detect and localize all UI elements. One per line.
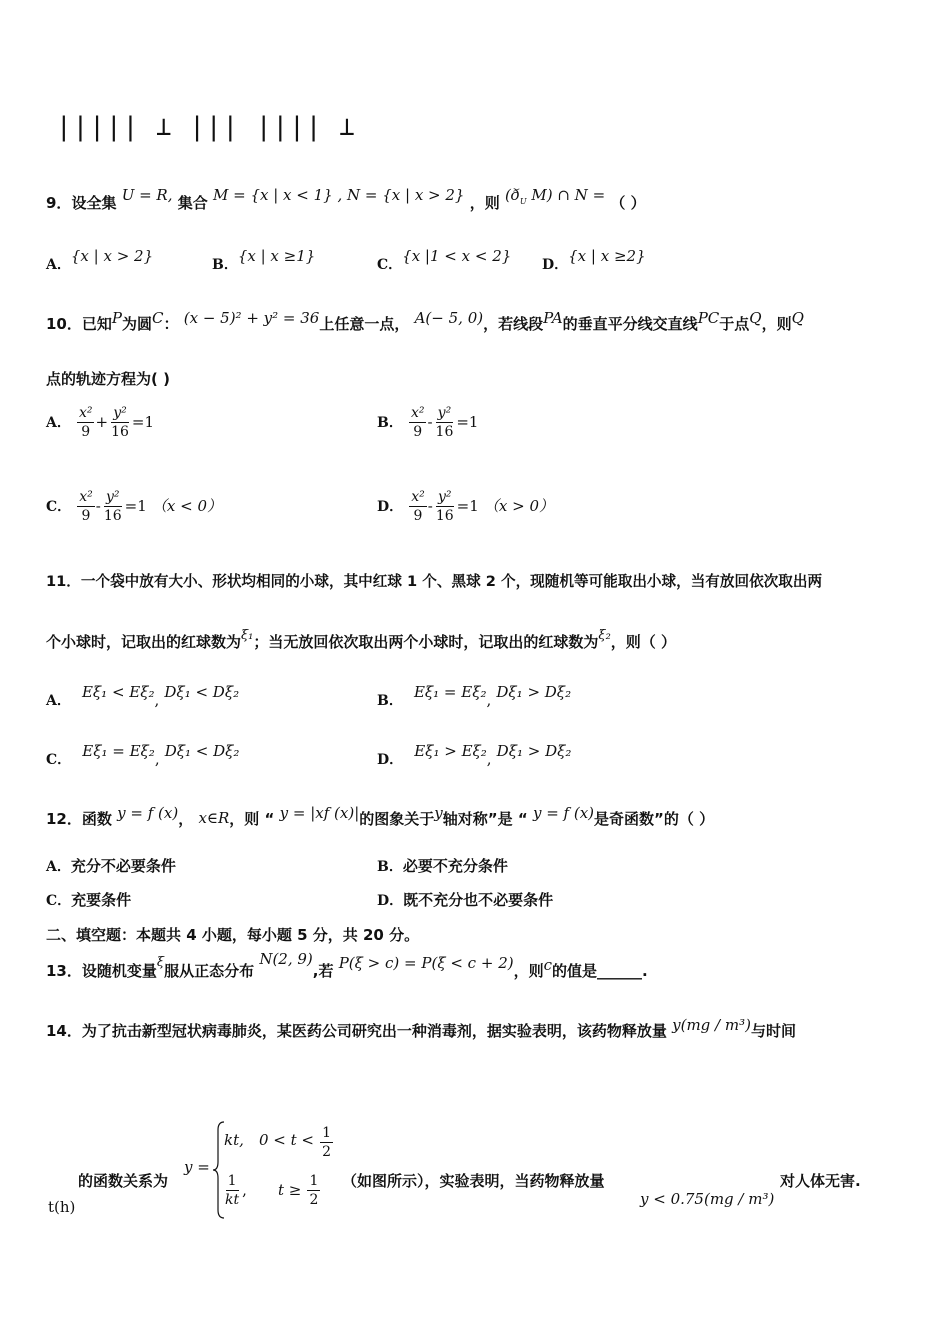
q9-line: 9．设全集 U = R, 集合 M = {x | x < 1} , N = {x | x > 2} ，则 ($ð_U$ M) ∩ N = （ ） [46, 186, 646, 212]
q10-line2: 点的轨迹方程为( ) [46, 370, 170, 388]
q11-option-d[interactable]: D． Eξ₁ > Eξ₂, Dξ₁ > Dξ₂ [377, 742, 572, 768]
q12-option-d[interactable]: D．既不充分也不必要条件 [377, 891, 554, 909]
q12-line: 12．函数 y = f (x)， x∈R，则 “ y = |xf (x)|的图象关于y轴对称”是 “ y = f (x)是奇函数”的（ ） [46, 804, 715, 828]
section-heading: 二、填空题：本题共 4 小题，每小题 5 分，共 20 分。 [46, 926, 420, 944]
q11-line2: 个小球时，记取出的红球数为ξ₁；当无放回依次取出两个小球时，记取出的红球数为ξ₂，则（ ） [46, 628, 677, 651]
q9-option-d[interactable]: D．{x | x ≥2} [542, 247, 646, 273]
q11-option-c[interactable]: C． Eξ₁ = Eξ₂, Dξ₁ < Dξ₂ [46, 742, 240, 768]
q12-option-a[interactable]: A．充分不必要条件 [46, 857, 176, 875]
header-mark: ||||| ⊥ ||| |||| ⊥ [56, 112, 356, 142]
q12-option-b[interactable]: B．必要不充分条件 [377, 857, 508, 875]
q14-ineq: y < 0.75(mg / m³) [640, 1190, 775, 1208]
q14-yeq: y = [184, 1158, 210, 1176]
q9-option-c[interactable]: C．{x |1 < x < 2} [377, 247, 512, 273]
q10-option-d[interactable]: D． $\frac{\text{x²}}{9}$ - $\frac{\text{y²}}{16}$ =1 （x > 0） [377, 489, 554, 524]
q10-option-c[interactable]: C． $\frac{\text{x²}}{9}$ - $\frac{\text{y²}}{16}$ =1 （x < 0） [46, 489, 222, 524]
q11-option-b[interactable]: B． Eξ₁ = Eξ₂, Dξ₁ > Dξ₂ [377, 683, 572, 709]
q10-option-b[interactable]: B． $\frac{\text{x²}}{9}$ - $\frac{\text{y²}}{16}$ =1 [377, 405, 479, 440]
q14-text5: 对人体无害. [780, 1172, 861, 1190]
q11-line1: 11．一个袋中放有大小、形状均相同的小球，其中红球 1 个、黑球 2 个，现随机等可能取出小球，当有放回依次取出两 [46, 573, 823, 590]
q14-text3: 的函数关系为 [78, 1172, 169, 1190]
q14-text4: （如图所示），实验表明，当药物释放量 [342, 1172, 605, 1190]
q14-th: t(h) [48, 1198, 76, 1216]
q12-option-c[interactable]: C．充要条件 [46, 891, 132, 909]
q13-line: 13．设随机变量ξ服从正态分布 N(2, 9),若 P(ξ > c) = P(ξ < c + 2)，则c的值是______. [46, 950, 648, 980]
q11-option-a[interactable]: A． Eξ₁ < Eξ₂, Dξ₁ < Dξ₂ [46, 683, 240, 709]
q9-option-b[interactable]: B．{x | x ≥1} [212, 247, 316, 273]
q14-line1: 14．为了抗击新型冠状病毒肺炎，某医药公司研究出一种消毒剂，据实验表明，该药物释放量 y(mg / m³)与时间 [46, 1016, 796, 1040]
piecewise-case2: $\frac{1}{kt}$ , t ≥ $\frac{1}{2}$ [225, 1173, 319, 1208]
q9-option-a[interactable]: A．{x | x > 2} [46, 247, 154, 273]
piecewise-case1: kt, 0 < t < $\frac{1}{2}$ [224, 1125, 332, 1160]
q10-option-a[interactable]: A． $\frac{\text{x²}}{9}$ + $\frac{\text{y²}}{16}$ =1 [46, 405, 155, 440]
q10-line1: 10．已知P为圆C： (x − 5)² + y² = 36上任意一点， A(− 5, 0)，若线段PA的垂直平分线交直线PC于点Q，则Q [46, 309, 804, 333]
